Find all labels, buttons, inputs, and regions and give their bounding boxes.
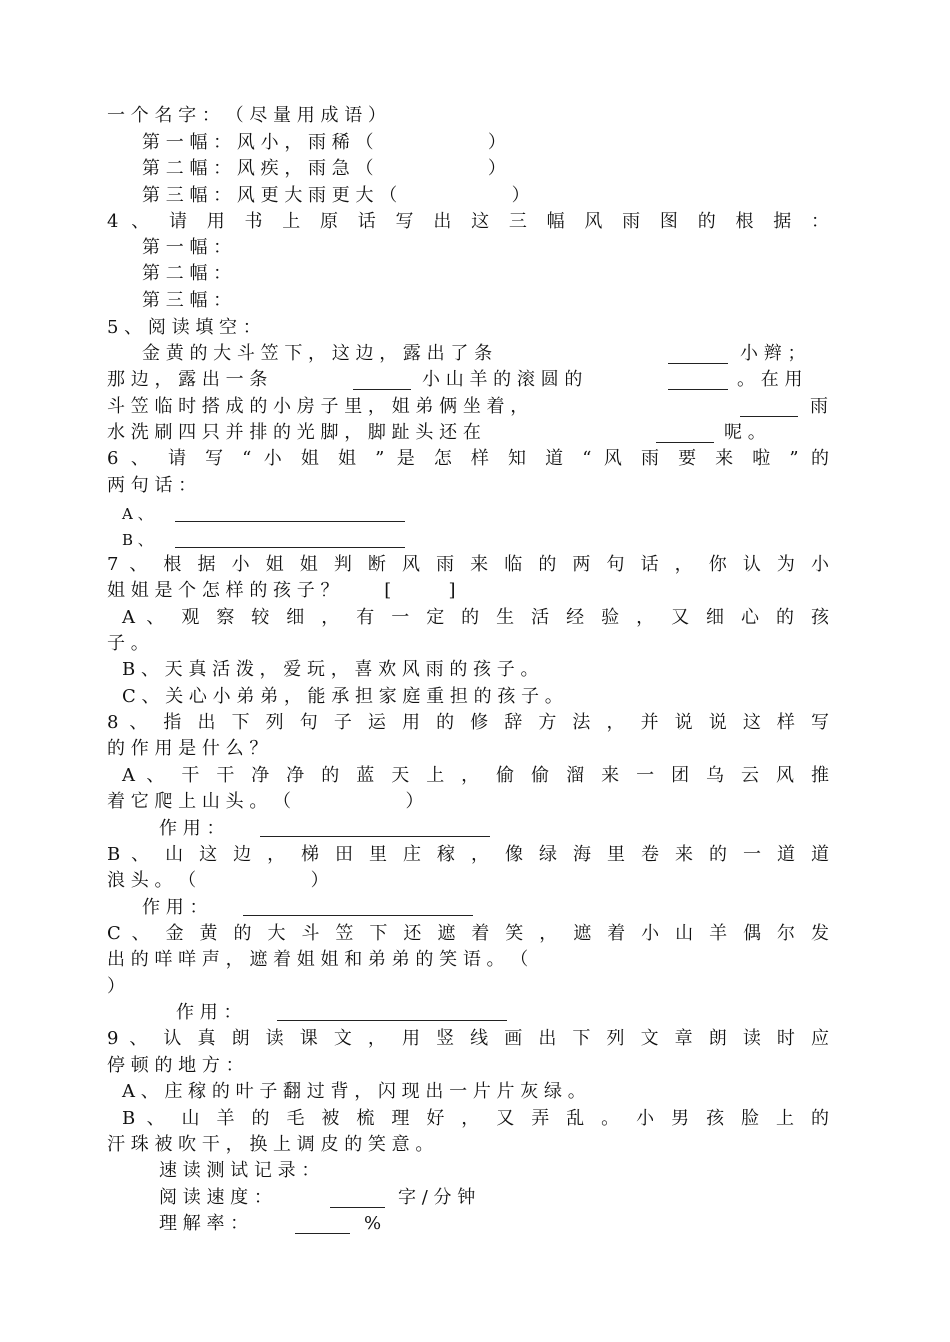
comprehension-field[interactable]	[295, 1215, 350, 1234]
q6-line-2: 两 句 话 ：	[107, 475, 197, 496]
q9-item-b-cont: 汗 珠 被 吹 干 ， 换 上 调 皮 的 笑 意 。	[107, 1134, 434, 1155]
answer-line[interactable]	[175, 503, 405, 522]
answer-line[interactable]	[175, 529, 405, 548]
blank-field[interactable]	[740, 398, 798, 417]
q9-item-b: B 、 山 羊 的 毛 被 梳 理 好 ， 又 弄 乱 。 小 男 孩 脸 上 的	[122, 1108, 829, 1129]
question-8: 8 、 指 出 下 列 句 子 运 用 的 修 辞 方 法 ， 并 说 说 这 样 写	[107, 712, 829, 733]
q8-item-c-cont: 出 的 咩 咩 声 ， 遮 着 姐 姐 和 弟 弟 的 笑 语 。 （	[107, 949, 529, 970]
q7-option-c: C 、 关 心 小 弟 弟 ， 能 承 担 家 庭 重 担 的 孩 子 。	[122, 686, 563, 707]
reading-speed-field[interactable]	[330, 1189, 385, 1208]
q5-line-2-end: 。 在 用	[737, 369, 803, 390]
blank-field[interactable]	[668, 345, 728, 364]
comprehension-unit: %	[364, 1213, 382, 1234]
q9-line-2: 停 顿 的 地 方 ：	[107, 1055, 244, 1076]
blank-field[interactable]	[668, 371, 728, 390]
q4-picture-1: 第 一 幅 ：	[142, 237, 232, 258]
q5-line-3-end: 雨	[810, 396, 828, 417]
reading-speed-label: 阅 读 速 度 ：	[159, 1187, 272, 1208]
q7-option-a-cont: 子 。	[107, 633, 149, 654]
q8-line-2: 的 作 用 是 什 么 ？	[107, 738, 268, 759]
q8-item-c: C 、 金 黄 的 大 斗 笠 下 还 遮 着 笑 ， 遮 着 小 山 羊 偶 尔 发	[107, 923, 829, 944]
answer-line[interactable]	[277, 1002, 507, 1021]
q5-line-1-end: 小 辫 ；	[740, 343, 806, 364]
q8-b-effect-label: 作 用 ：	[142, 897, 208, 918]
line-picture-1: 第 一 幅 ： 风 小 ， 雨 稀 （ ）	[142, 132, 506, 153]
q8-item-a-cont: 着 它 爬 上 山 头 。 （ ）	[107, 791, 424, 812]
q8-item-a: A 、 干 干 净 净 的 蓝 天 上 ， 偷 偷 溜 来 一 团 乌 云 风 推	[122, 765, 829, 786]
q8-a-effect-label: 作 用 ：	[159, 818, 225, 839]
q6-option-b-label: B 、	[122, 531, 153, 549]
q8-item-c-close: ）	[107, 976, 125, 997]
answer-line[interactable]	[243, 897, 473, 916]
q4-picture-2: 第 二 幅 ：	[142, 263, 232, 284]
q5-line-2-text: 那 边 ， 露 出 一 条	[107, 369, 268, 390]
q8-item-b-cont: 浪 头 。 （ ）	[107, 870, 329, 891]
q4-picture-3: 第 三 幅 ：	[142, 290, 232, 311]
reading-speed-unit: 字 / 分 钟	[398, 1187, 476, 1208]
q5-line-4-text: 水 洗 刷 四 只 并 排 的 光 脚 ， 脚 趾 头 还 在	[107, 422, 481, 443]
q8-item-b: B 、 山 这 边 ， 梯 田 里 庄 稼 ， 像 绿 海 里 卷 来 的 一 道 道	[107, 844, 829, 865]
q8-c-effect-label: 作 用 ：	[176, 1002, 242, 1023]
line-picture-3: 第 三 幅 ： 风 更 大 雨 更 大 （ ）	[142, 185, 530, 206]
speed-test-title: 速 读 测 试 记 录 ：	[159, 1160, 320, 1181]
q7-line-2: 姐 姐 是 个 怎 样 的 孩 子 ？ [ ]	[107, 580, 456, 601]
q5-line-3-text: 斗 笠 临 时 搭 成 的 小 房 子 里 ， 姐 弟 俩 坐 着 ，	[107, 396, 529, 417]
blank-field[interactable]	[353, 371, 411, 390]
line-picture-2: 第 二 幅 ： 风 疾 ， 雨 急 （ ）	[142, 158, 506, 179]
q9-item-a: A 、 庄 稼 的 叶 子 翻 过 背 ， 闪 现 出 一 片 片 灰 绿 。	[122, 1081, 586, 1102]
question-4: 4 、 请 用 书 上 原 话 写 出 这 三 幅 风 雨 图 的 根 据 ：	[107, 211, 829, 232]
q7-option-a: A 、 观 察 较 细 ， 有 一 定 的 生 活 经 验 ， 又 细 心 的 孩	[122, 607, 829, 628]
line-name-title: 一 个 名 字 ： （ 尽 量 用 成 语 ）	[107, 105, 386, 126]
q5-line-4-end: 呢 。	[724, 422, 766, 443]
q7-option-b: B 、 天 真 活 泼 ， 爱 玩 ， 喜 欢 风 雨 的 孩 子 。	[122, 659, 539, 680]
q5-line-1-text: 金 黄 的 大 斗 笠 下 ， 这 边 ， 露 出 了 条	[142, 343, 493, 364]
blank-field[interactable]	[656, 424, 714, 443]
q6-option-a-label: A 、	[122, 505, 153, 523]
answer-line[interactable]	[260, 818, 490, 837]
question-9: 9 、 认 真 朗 读 课 文 ， 用 竖 线 画 出 下 列 文 章 朗 读 时 应	[107, 1028, 829, 1049]
question-5: 5 、 阅 读 填 空 ：	[107, 317, 261, 338]
q5-line-2-mid: 小 山 羊 的 滚 圆 的	[422, 369, 583, 390]
question-7: 7 、 根 据 小 姐 姐 判 断 风 雨 来 临 的 两 句 话 ， 你 认 为 小	[107, 554, 829, 575]
comprehension-label: 理 解 率 ：	[159, 1213, 249, 1234]
question-6: 6 、 请 写 “ 小 姐 姐 ” 是 怎 样 知 道 “ 风 雨 要 来 啦 ” 的	[107, 448, 829, 469]
